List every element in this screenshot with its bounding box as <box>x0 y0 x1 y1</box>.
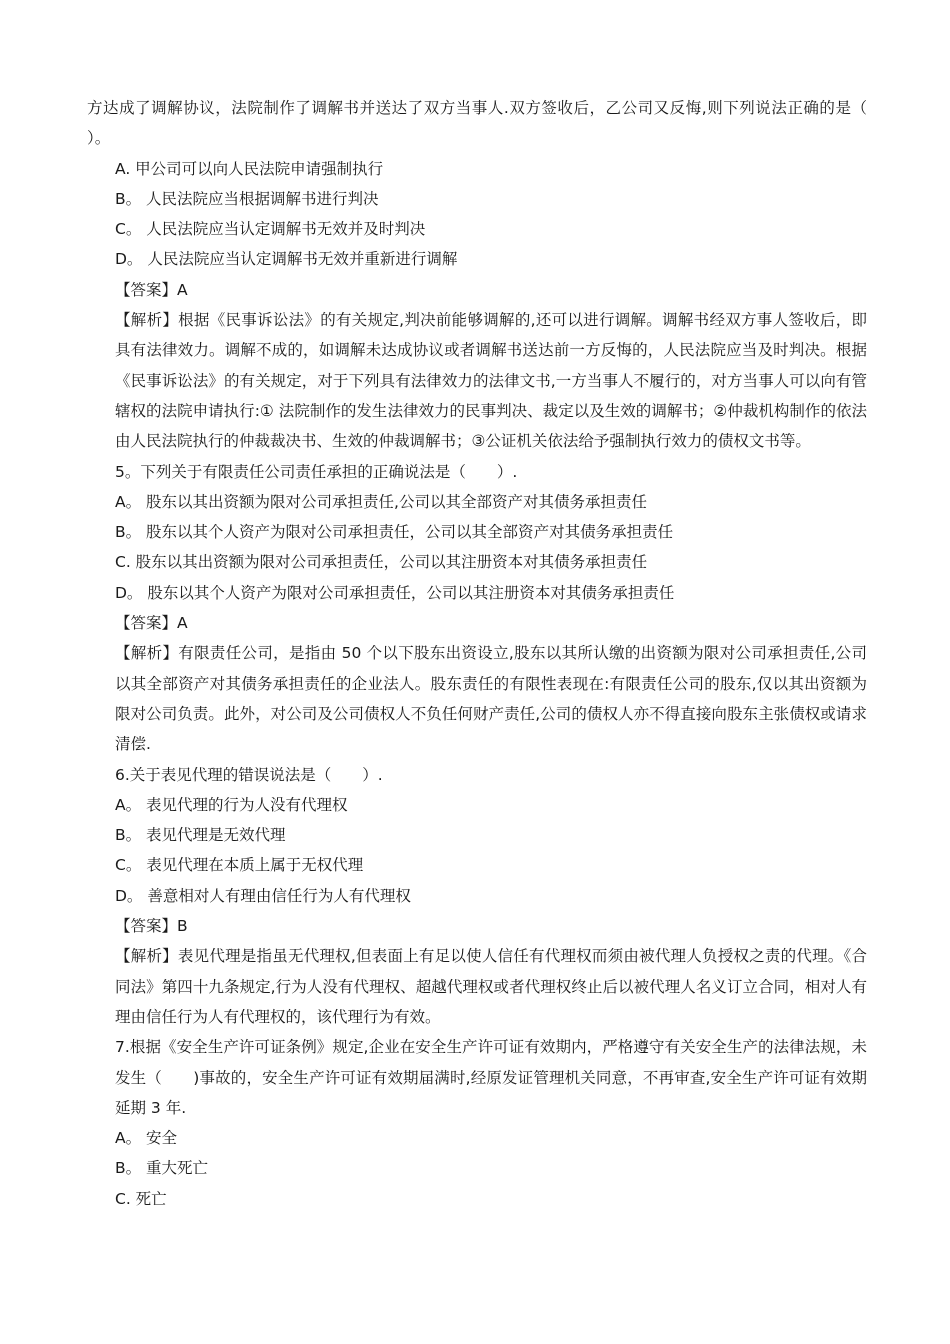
q6-answer: 【答案】B <box>115 917 188 936</box>
q5-option-b: B。 股东以其个人资产为限对公司承担责任，公司以其全部资产对其债务承担责任 <box>115 523 674 542</box>
q4-answer: 【答案】A <box>115 280 188 299</box>
q6-option-a: A。 表见代理的行为人没有代理权 <box>115 795 348 814</box>
q5-analysis: 【解析】有限责任公司，是指由 50 个以下股东出资设立,股东以其所认缴的出资额为限对公司承担责任,公司以其全部资产对其债务承担责任的企业法人。股东责任的有限性表现在:有限责任公司的股东,仅以其出资额为限对公司负责。此外，对公司及公司债权人不负任何财产责任,公司的债权人亦不得直接向股东主张债权或请求清偿. <box>115 644 867 754</box>
q5-stem: 5。下列关于有限责任公司责任承担的正确说法是（ ）. <box>115 462 518 481</box>
q4-stem-continued: 方达成了调解协议，法院制作了调解书并送达了双方当事人.双方签收后，乙公司又反悔,则下列说法正确的是（ ）。 <box>87 99 888 148</box>
q5-option-c: C. 股东以其出资额为限对公司承担责任，公司以其注册资本对其债务承担责任 <box>115 553 648 572</box>
q5-option-d: D。 股东以其个人资产为限对公司承担责任，公司以其注册资本对其债务承担责任 <box>115 583 675 602</box>
q7-stem: 7.根据《安全生产许可证条例》规定,企业在安全生产许可证有效期内，严格遵守有关安全生产的法律法规，未发生（ )事故的，安全生产许可证有效期届满时,经原发证管理机关同意，不再审查,安全生产许可证有效期延期 3 年. <box>115 1038 867 1117</box>
q5-answer: 【答案】A <box>115 614 188 633</box>
document-page <box>87 93 888 1214</box>
q4-option-c: C。 人民法院应当认定调解书无效并及时判决 <box>115 220 426 239</box>
q6-analysis: 【解析】表见代理是指虽无代理权,但表面上有足以使人信任有代理权而须由被代理人负授权之责的代理。《合同法》第四十九条规定,行为人没有代理权、超越代理权或者代理权终止后以被代理人名义订立合同，相对人有理由信任行为人有代理权的，该代理行为有效。 <box>115 947 867 1026</box>
q7-option-a: A。 安全 <box>115 1129 178 1148</box>
q4-option-b: B。 人民法院应当根据调解书进行判决 <box>115 189 379 208</box>
q4-analysis: 【解析】根据《民事诉讼法》的有关规定,判决前能够调解的,还可以进行调解。调解书经双方事人签收后，即具有法律效力。调解不成的，如调解未达成协议或者调解书送达前一方反悔的，人民法院应当及时判决。根据《民事诉讼法》的有关规定，对于下列具有法律效力的法律文书,一方当事人不履行的，对方当事人可以向有管辖权的法院申请执行:① 法院制作的发生法律效力的民事判决、裁定以及生效的调解书；②仲裁机构制作的依法由人民法院执行的仲裁裁决书、生效的仲裁调解书；③公证机关依法给予强制执行效力的债权文书等。 <box>115 311 867 451</box>
q7-option-b: B。 重大死亡 <box>115 1159 209 1178</box>
q7-option-c: C. 死亡 <box>115 1189 167 1208</box>
q4-option-d: D。 人民法院应当认定调解书无效并重新进行调解 <box>115 250 458 269</box>
q6-option-b: B。 表见代理是无效代理 <box>115 826 286 845</box>
q6-stem: 6.关于表见代理的错误说法是（ ）. <box>115 765 383 784</box>
q4-option-a: A. 甲公司可以向人民法院申请强制执行 <box>115 159 384 178</box>
q6-option-c: C。 表见代理在本质上属于无权代理 <box>115 856 364 875</box>
q6-option-d: D。 善意相对人有理由信任行为人有代理权 <box>115 886 411 905</box>
q5-option-a: A。 股东以其出资额为限对公司承担责任,公司以其全部资产对其债务承担责任 <box>115 492 647 511</box>
